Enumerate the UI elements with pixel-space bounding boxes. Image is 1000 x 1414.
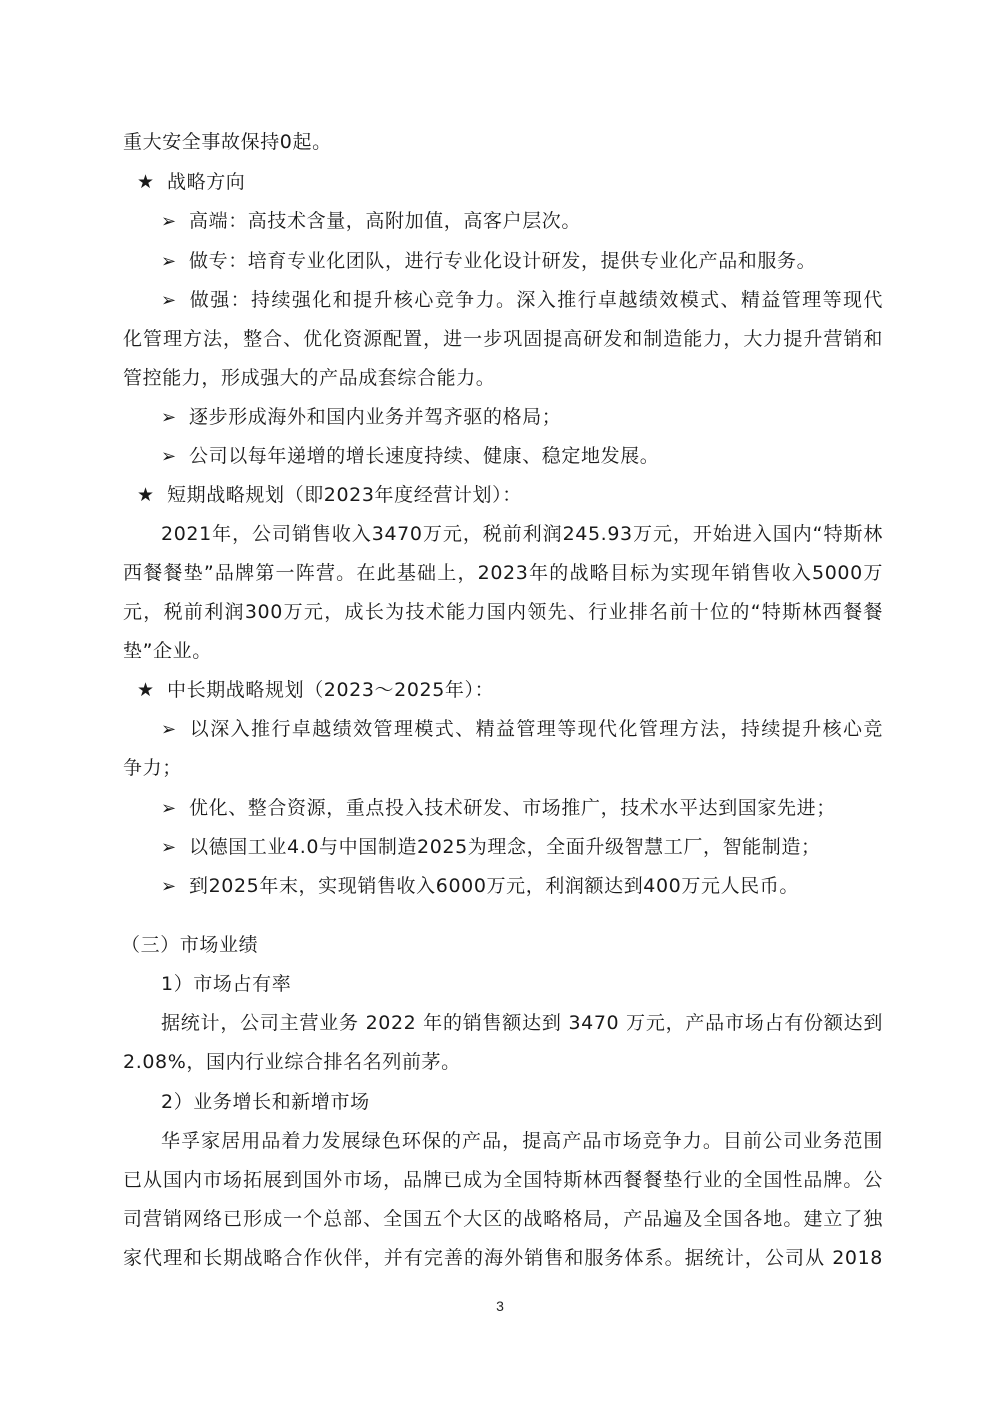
- star-icon: ★: [137, 171, 155, 193]
- paragraph-line: [123, 1050, 883, 1074]
- text: 2）业务增长和新增市场: [161, 1091, 370, 1113]
- section-heading-strategy-direction: [137, 170, 883, 194]
- bullet-item: [161, 249, 883, 274]
- text: 据统计，公司主营业务 2022 年的销售额达到 3470 万元，产品市场占有份额达到: [161, 1012, 883, 1034]
- text: 化管理方法，整合、优化资源配置，进一步巩固提高研发和制造能力，大力提升营销和: [123, 328, 883, 350]
- text: 家代理和长期战略合作伙伴，并有完善的海外销售和服务体系。据统计，公司从 2018: [123, 1247, 883, 1269]
- section-heading-short-term-plan: [137, 483, 883, 507]
- paragraph-line: [123, 1207, 883, 1231]
- page-number: 3: [496, 1298, 504, 1314]
- arrow-bullet-icon: ➢: [161, 290, 177, 311]
- star-icon: ★: [137, 679, 155, 701]
- text: 2.08%，国内行业综合排名名列前茅。: [123, 1051, 461, 1073]
- arrow-bullet-icon: ➢: [161, 798, 177, 819]
- paragraph-line: [123, 130, 883, 154]
- text: 做强：持续强化和提升核心竞争力。深入推行卓越绩效模式、精益管理等现代: [189, 289, 883, 311]
- text: 已从国内市场拓展到国外市场，品牌已成为全国特斯林西餐餐垫行业的全国性品牌。公: [123, 1169, 883, 1191]
- paragraph-line: [123, 327, 883, 351]
- bullet-item: [161, 835, 883, 860]
- paragraph-line: [123, 366, 883, 390]
- arrow-bullet-icon: ➢: [161, 446, 177, 467]
- bullet-item: [161, 874, 883, 899]
- paragraph-line: [123, 1168, 883, 1192]
- section-heading-market-performance: [121, 933, 881, 957]
- arrow-bullet-icon: ➢: [161, 876, 177, 897]
- text: 以德国工业4.0与中国制造2025为理念，全面升级智慧工厂，智能制造；: [189, 836, 821, 858]
- paragraph-line: [123, 600, 883, 624]
- paragraph-line: [123, 639, 883, 663]
- subsection-heading-business-growth: [161, 1090, 883, 1114]
- bullet-item: [161, 209, 883, 234]
- paragraph-line: [123, 756, 883, 780]
- text: 重大安全事故保持0起。: [123, 131, 332, 153]
- subsection-heading-market-share: [161, 972, 883, 996]
- text: （三）市场业绩: [121, 934, 259, 956]
- arrow-bullet-icon: ➢: [161, 407, 177, 428]
- text: 战略方向: [167, 171, 246, 193]
- text: 争力；: [123, 757, 182, 779]
- text: 做专：培育专业化团队，进行专业化设计研发，提供专业化产品和服务。: [189, 250, 817, 272]
- text: 公司以每年递增的增长速度持续、健康、稳定地发展。: [189, 445, 660, 467]
- arrow-bullet-icon: ➢: [161, 719, 177, 740]
- text: 1）市场占有率: [161, 973, 292, 995]
- paragraph-line: [123, 1246, 883, 1270]
- text: 逐步形成海外和国内业务并驾齐驱的格局；: [189, 406, 562, 428]
- paragraph-line: [123, 561, 883, 585]
- text: 司营销网络已形成一个总部、全国五个大区的战略格局，产品遍及全国各地。建立了独: [123, 1208, 883, 1230]
- text: 中长期战略规划（2023～2025年）：: [167, 679, 495, 701]
- arrow-bullet-icon: ➢: [161, 211, 177, 232]
- star-icon: ★: [137, 484, 155, 506]
- text: 短期战略规划（即2023年度经营计划）：: [167, 484, 522, 506]
- text: 2021年，公司销售收入3470万元，税前利润245.93万元，开始进入国内“特斯林: [161, 523, 883, 545]
- text: 元，税前利润300万元，成长为技术能力国内领先、行业排名前十位的“特斯林西餐餐: [123, 601, 883, 623]
- bullet-item: [161, 796, 883, 821]
- paragraph-line: [161, 522, 883, 546]
- text: 垫”企业。: [123, 640, 212, 662]
- text: 到2025年末，实现销售收入6000万元，利润额达到400万元人民币。: [189, 875, 799, 897]
- paragraph-line: [161, 1011, 883, 1035]
- paragraph-line: [161, 1129, 883, 1153]
- text: 管控能力，形成强大的产品成套综合能力。: [123, 367, 496, 389]
- bullet-item: [161, 288, 883, 313]
- section-heading-long-term-plan: [137, 678, 883, 702]
- bullet-item: [161, 444, 883, 469]
- bullet-item: [161, 405, 883, 430]
- bullet-item: [161, 717, 883, 742]
- text: 高端：高技术含量，高附加值，高客户层次。: [189, 210, 582, 232]
- text: 西餐餐垫”品牌第一阵营。在此基础上，2023年的战略目标为实现年销售收入5000万: [123, 562, 883, 584]
- arrow-bullet-icon: ➢: [161, 837, 177, 858]
- arrow-bullet-icon: ➢: [161, 251, 177, 272]
- text: 以深入推行卓越绩效管理模式、精益管理等现代化管理方法，持续提升核心竞: [189, 718, 883, 740]
- text: 华孚家居用品着力发展绿色环保的产品，提高产品市场竞争力。目前公司业务范围: [161, 1130, 883, 1152]
- text: 优化、整合资源，重点投入技术研发、市场推广，技术水平达到国家先进；: [189, 797, 836, 819]
